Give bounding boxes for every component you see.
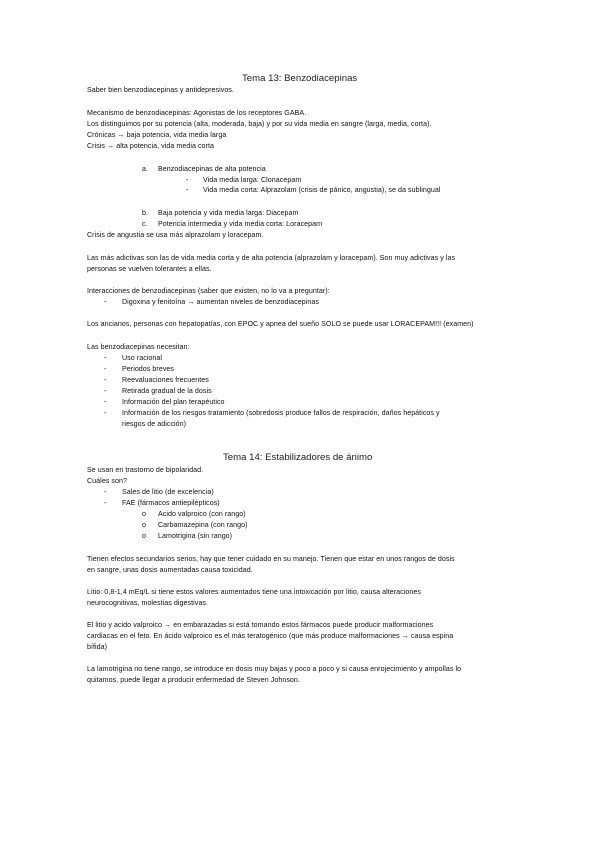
list-marker-b: b. xyxy=(142,209,148,217)
list-marker-a: a. xyxy=(142,165,148,173)
necesitan-dash-5: - xyxy=(104,398,107,406)
crisis-angustia-line: Crisis de angustia se usa más alprazolam y loracepam. xyxy=(87,231,264,239)
litio-line-1: Litio: 0,8-1,4 mEq/L si tiene estos valores aumentados tiene una intoxicación por litio, causa alteraciones xyxy=(87,588,421,596)
interacciones-item: Digoxina y fenitoína → aumentan niveles de benzodiacepinas xyxy=(122,298,319,306)
list-subitem-a2: Vida media corta: Alprazolam (crisis de pánico, angustia), se da sublingual xyxy=(203,186,441,194)
necesitan-item: Retirada gradual de la dosis xyxy=(122,387,212,395)
tema14-circle-1: o xyxy=(142,510,146,518)
necesitan-item-continued: riesgos de adicción) xyxy=(122,420,187,428)
efectos-line-1: Tienen efectos secundarios serios, hay que tener cuidado en su manejo. Tienen que estar en unos rangos de dosis xyxy=(87,555,455,563)
cronicas-line: Crónicas → baja potencia, vida media larga xyxy=(87,131,227,139)
list-item-b: Baja potencia y vida media larga: Diacepam xyxy=(158,209,299,217)
interacciones-line: Interacciones de benzodiacepinas (saber que existen, no lo va a preguntar): xyxy=(87,287,330,295)
lamotrigina-line-1: La lamotrigina no tiene rango, se introduce en dosis muy bajas y poco a poco y si causa enrojecimiento y ampollas lo xyxy=(87,665,462,673)
necesitan-dash-1: - xyxy=(104,354,107,362)
list-subitem-a1: Vida media larga: Clonacepam xyxy=(203,176,302,184)
necesitan-item: Uso racional xyxy=(122,354,163,362)
list-marker-c: c. xyxy=(142,220,148,228)
adictivas-line-2: personas se vuelven tolerantes a ellas. xyxy=(87,265,212,273)
crisis-line: Crisis → alta potencia, vida media corta xyxy=(87,142,214,150)
tema14-subitem: Carbamazepina (con rango) xyxy=(158,521,248,529)
necesitan-dash-4: - xyxy=(104,387,107,395)
cuales-line: Cuáles son? xyxy=(87,477,127,485)
necesitan-item: Periodos breves xyxy=(122,365,175,373)
efectos-line-2: en sangre, unas dosis aumentadas causa toxicidad. xyxy=(87,566,253,574)
tema14-dash-2: - xyxy=(104,499,107,507)
embarazadas-line-1: El litio y acido valproico → en embarazadas si está tomando estos fármacos puede producir malformaciones xyxy=(87,621,434,629)
embarazadas-line-2: cardiacas en el feto. En ácido valproico es el más teratogénico (que más produce malformaciones → causa espina xyxy=(87,632,454,640)
distinguimos-line: Los distinguimos por su potencia (alta, moderada, baja) y por su vida media en sangre (larga, media, corta). xyxy=(87,120,432,128)
necesitan-dash-3: - xyxy=(104,376,107,384)
tema14-title: Tema 14: Estabilizadores de ánimo xyxy=(223,452,373,463)
necesitan-dash-6: - xyxy=(104,409,107,417)
necesitan-dash-2: - xyxy=(104,365,107,373)
adictivas-line-1: Las más adictivas son las de vida media corta y de alta potencia (alprazolam y loracepam). Son muy adictivas y las xyxy=(87,254,456,262)
list-item-a: Benzodiacepinas de alta potencia xyxy=(158,165,266,173)
ancianos-line: Los ancianos, personas con hepatopatías, con EPOC y apnea del sueño SOLO se puede usar LORACEPAM!!! (examen) xyxy=(87,320,474,328)
embarazadas-line-3: bífida) xyxy=(87,643,108,651)
se-usan-line: Se usan en trastorno de bipolaridad. xyxy=(87,466,204,474)
tema14-item: Sales de litio (de excelencia) xyxy=(122,488,214,496)
sub-dash-1: - xyxy=(186,176,189,184)
tema14-item: FAE (fármacos antiepilépticos) xyxy=(122,499,220,507)
tema13-intro: Saber bien benzodiacepinas y antidepresivos. xyxy=(87,86,234,94)
tema14-dash-1: - xyxy=(104,488,107,496)
tema14-circle-2: o xyxy=(142,521,146,529)
lamotrigina-line-2: quitamos, puede llegar a producir enfermedad de Steven Johnson. xyxy=(87,676,300,684)
tema13-title: Tema 13: Benzodiacepinas xyxy=(242,73,358,84)
necesitan-item: Información de los riesgos tratamiento (sobredosis produce fallos de respiración, daños hepáticos y xyxy=(122,409,440,417)
tema14-subitem: Lamotrigina (sin rango) xyxy=(158,532,233,540)
mecanismo-line: Mecanismo de benzodiacepinas: Agonistas de los receptores GABA. xyxy=(87,109,307,117)
sub-dash-2: - xyxy=(186,186,189,194)
necesitan-item: Información del plan terapéutico xyxy=(122,398,225,406)
tema14-circle-3: o xyxy=(142,532,146,540)
necesitan-item: Reevaluaciones frecuentes xyxy=(122,376,209,384)
litio-line-2: neurocognitivas, molestias digestivas. xyxy=(87,599,208,607)
list-item-c: Potencia intermedia y vida media corta: Loracepam xyxy=(158,220,323,228)
necesitan-line: Las benzodiacepinas necesitan: xyxy=(87,343,190,351)
interacciones-dash: - xyxy=(104,298,107,306)
tema14-subitem: Acido valproico (con rango) xyxy=(158,510,246,518)
